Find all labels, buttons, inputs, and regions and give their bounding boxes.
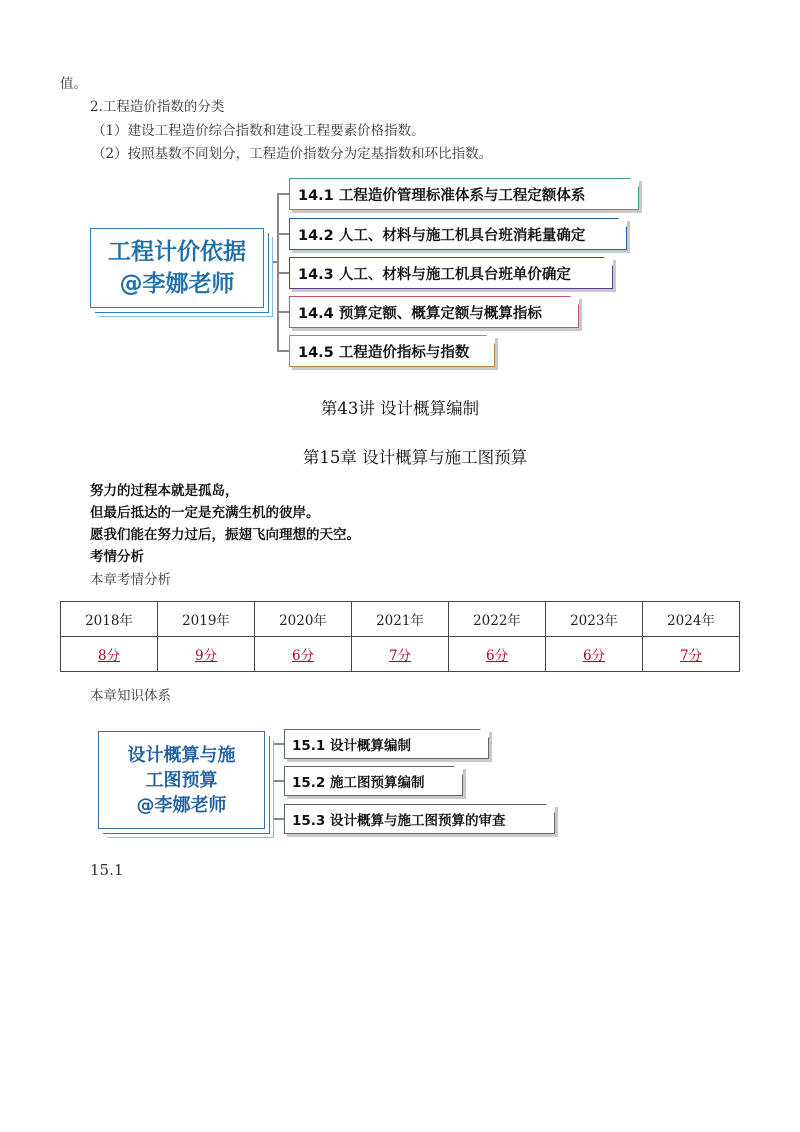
mindmap1-item-4-label: 14.4 预算定额、概算定额与概算指标 [298,305,542,322]
mindmap2-root-line-1: 设计概算与施 [127,744,236,766]
mindmap2-item-2 [284,766,463,796]
chapter-title: 第15章 设计概算与施工图预算 [302,448,528,467]
mindmap2-item-2-label: 15.2 施工图预算编制 [292,775,425,791]
score-link[interactable]: 8分 [61,637,158,672]
mindmap2-connector-3 [272,818,284,820]
chapter-analysis-label: 本章考情分析 [90,572,171,588]
section-number: 15.1 [90,861,124,879]
intro-line-1: 值。 [60,76,87,92]
score-link[interactable]: 7分 [352,637,449,672]
mindmap1-item-1-label: 14.1 工程造价管理标准体系与工程定额体系 [298,187,586,204]
mindmap1-item-3-label: 14.3 人工、材料与施工机具台班单价确定 [298,266,571,283]
year-cell: 2022年 [449,602,546,637]
mindmap2-root [98,731,265,829]
mindmap2-item-3 [284,804,555,834]
intro-line-3: （1）建设工程造价综合指数和建设工程要素价格指数。 [92,123,425,139]
mindmap2-item-3-label: 15.3 设计概算与施工图预算的审查 [292,813,506,829]
score-link[interactable]: 9分 [158,637,255,672]
lecture-title: 第43讲 设计概算编制 [320,399,480,418]
exam-analysis-label: 考情分析 [90,549,144,565]
mindmap2-connector-2 [272,780,284,782]
mindmap1-item-4 [289,296,579,328]
mindmap1-connector-5 [277,350,289,352]
motto-line-2: 但最后抵达的一定是充满生机的彼岸。 [90,505,320,521]
mindmap1-item-3 [289,257,613,289]
score-link[interactable]: 6分 [546,637,643,672]
year-cell: 2024年 [643,602,740,637]
year-cell: 2018年 [61,602,158,637]
exam-score-table [60,601,740,672]
mindmap2-root-line-2: 工图预算 [145,769,218,791]
mindmap1-connector-1 [277,193,289,195]
mindmap1-root-line-1: 工程计价依据 [108,239,246,265]
table-row-years [61,602,740,637]
score-link[interactable]: 7分 [643,637,740,672]
mindmap2-item-1 [284,729,489,759]
motto-line-1: 努力的过程本就是孤岛， [90,483,239,499]
table-row-scores [61,637,740,672]
mindmap1-root-line-2: @李娜老师 [119,271,235,297]
mindmap1-connector-4 [277,311,289,313]
mindmap1-connector-root [262,261,278,263]
mindmap1-item-5 [289,335,495,367]
intro-line-4: （2）按照基数不同划分，工程造价指数分为定基指数和环比指数。 [92,146,493,162]
mindmap1-item-5-label: 14.5 工程造价指标与指数 [298,344,470,361]
mindmap2-connector-1 [272,743,284,745]
year-cell: 2019年 [158,602,255,637]
knowledge-system-label: 本章知识体系 [90,688,171,704]
mindmap1-root [90,228,264,308]
mindmap1-item-2 [289,218,627,250]
score-link[interactable]: 6分 [449,637,546,672]
year-cell: 2020年 [255,602,352,637]
score-link[interactable]: 6分 [255,637,352,672]
year-cell: 2021年 [352,602,449,637]
mindmap1-item-1 [289,178,639,210]
mindmap1-connector-2 [277,233,289,235]
mindmap2-item-1-label: 15.1 设计概算编制 [292,738,412,754]
motto-line-3: 愿我们能在努力过后，振翅飞向理想的天空。 [90,527,360,543]
mindmap1-connector-3 [277,272,289,274]
mindmap2-root-line-3: @李娜老师 [136,794,227,816]
mindmap1-item-2-label: 14.2 人工、材料与施工机具台班消耗量确定 [298,227,586,244]
year-cell: 2023年 [546,602,643,637]
intro-line-2: 2.工程造价指数的分类 [90,99,225,115]
